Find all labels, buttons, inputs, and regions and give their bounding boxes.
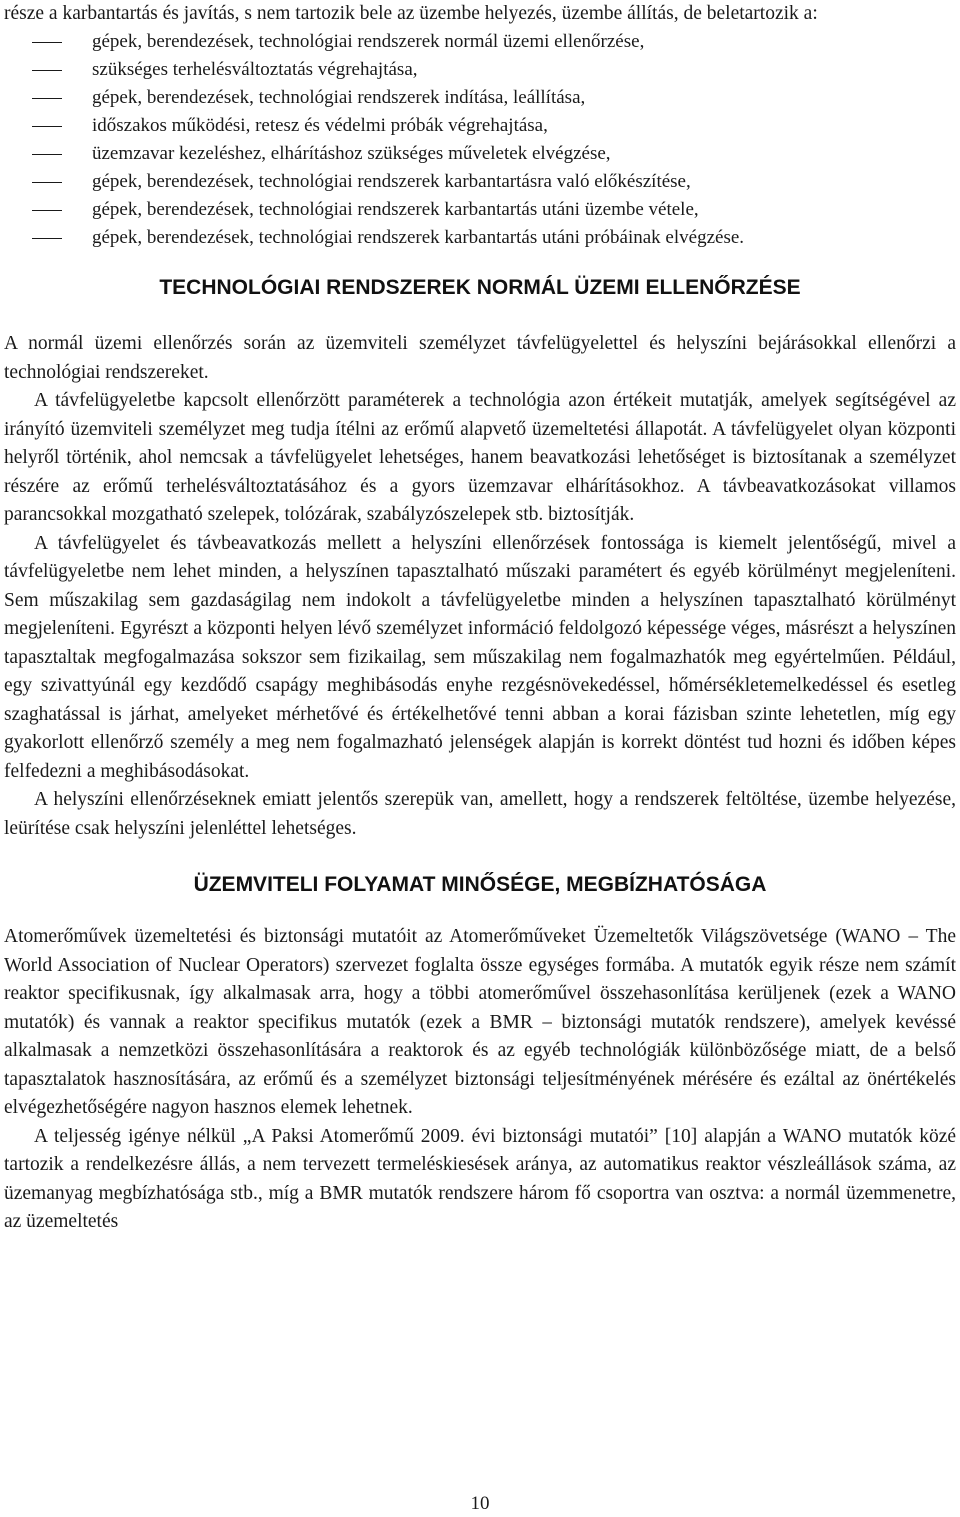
list-item-text: gépek, berendezések, technológiai rendszerek normál üzemi ellenőrzése, xyxy=(92,31,645,52)
list-item-text: gépek, berendezések, technológiai rendszerek indítása, leállítása, xyxy=(92,87,586,108)
list-item-text: gépek, berendezések, technológiai rendszerek karbantartásra való előkészítése, xyxy=(92,171,691,192)
list-item-text: üzemzavar kezeléshez, elhárításhoz szükséges műveletek elvégzése, xyxy=(92,143,611,164)
section1-paragraph-4: A helyszíni ellenőrzéseknek emiatt jelentős szerepük van, amellett, hogy a rendszerek feltöltése, üzembe helyezése, leürítése csak helyszíni jelenléttel lehetséges. xyxy=(4,789,956,839)
list-item xyxy=(4,28,956,56)
section2-paragraph-2: A teljesség igénye nélkül „A Paksi Atomerőmű 2009. évi biztonsági mutatói” [10] alapján a WANO mutatók közé tartozik a rendelkezésre állás, a nem tervezett termeléskiesések aránya, az automatikus reaktor vészleállások száma, az üzemanyag megbízhatósága stb., míg a BMR mutatók rendszere három fő csoportra van osztva: a normál üzemmenetre, az üzemeltetés xyxy=(4,1125,956,1232)
intro-paragraph: része a karbantartás és javítás, s nem tartozik bele az üzembe helyezés, üzembe állítás, de beletartozik a: xyxy=(4,3,818,24)
list-item xyxy=(4,140,956,168)
section-heading-normal-inspection: TECHNOLÓGIAI RENDSZEREK NORMÁL ÜZEMI ELLENŐRZÉSE xyxy=(159,276,801,299)
list-item xyxy=(4,56,956,84)
document-page xyxy=(4,0,956,1237)
list-item xyxy=(4,224,956,252)
list-item xyxy=(4,84,956,112)
section2-paragraph-1: Atomerőművek üzemeltetési és biztonsági mutatóit az Atomerőműveket Üzemeltetők Világszövetsége (WANO ⎯ The World Association of Nuclear Operators) szervezet foglalta össze egységes formába. A mutatók egyik része nem számít reaktor specifikusnak, így alkalmasak arra, hogy a többi atomerőművel összehasonlítása kerüljenek (ezek a WANO mutatók) és vannak a reaktor specifikus mutatók (ezek a BMR ⎯ biztonsági mutatók rendszere), amelyek kevéssé alkalmasak a nemzetközi összehasonlítására a reaktorok és az egyéb technológiák különbözősége miatt, de a belső tapasztalatok hasznosítására, az erőmű és a személyzet biztonsági teljesítményének mérésére és ezáltal az önértékelés elvégezhetőségére nagyon hasznos elemek lehetnek. xyxy=(4,926,956,1118)
section1-paragraph-1: A normál üzemi ellenőrzés során az üzemviteli személyzet távfelügyelettel és helyszíni bejárásokkal ellenőrzi a technológiai rendszereket. xyxy=(4,333,956,383)
list-item-text: gépek, berendezések, technológiai rendszerek karbantartás utáni próbáinak elvégzése. xyxy=(92,227,745,248)
page-number: 10 xyxy=(470,1493,490,1514)
list-item xyxy=(4,112,956,140)
operations-list xyxy=(4,28,956,252)
section-heading-operation-quality: ÜZEMVITELI FOLYAMAT MINŐSÉGE, MEGBÍZHATÓSÁGA xyxy=(193,873,767,896)
list-item xyxy=(4,196,956,224)
list-item-text: időszakos működési, retesz és védelmi próbák végrehajtása, xyxy=(92,115,548,136)
list-item xyxy=(4,168,956,196)
list-item-text: szükséges terhelésváltoztatás végrehajtása, xyxy=(92,59,418,80)
list-item-text: gépek, berendezések, technológiai rendszerek karbantartás utáni üzembe vétele, xyxy=(92,199,699,220)
section1-paragraph-2: A távfelügyeletbe kapcsolt ellenőrzött paraméterek a technológia azon értékeit mutatják, amelyek segítségével az irányító üzemviteli személyzet meg tudja ítélni az erőmű alapvető üzemeltetési állapotát. A távfelügyelet olyan központi helyről történik, ahol nemcsak a távfelügyelet lehetséges, hanem beavatkozási lehetőséget is biztosítanak a személyzet részére az erőmű terhelésváltoztatásához és a gyors üzemzavar elhárításokhoz. A távbeavatkozásokat villamos parancsokkal mozgatható szelepek, tolózárak, szabályzószelepek stb. biztosítják. xyxy=(4,390,956,525)
section1-paragraph-3: A távfelügyelet és távbeavatkozás mellett a helyszíni ellenőrzések fontossága is kiemelt jelentőségű, mivel a távfelügyeletbe nem lehet minden, a helyszínen tapasztalható műszaki paramétert és egyéb körülményt megjeleníteni. Sem műszakilag sem gazdaságilag nem indokolt a távfelügyeletbe minden a helyszínen tapasztalható körülményt megjeleníteni. Egyrészt a központi helyen lévő személyzet információ feldolgozó képessége véges, másrészt a helyszínen tapasztaltak megfogalmazása sokszor sem fizikailag, sem műszakilag nem fogalmazhatók meg egyértelműen. Például, egy szivattyúnál egy kezdődő csapágy meghibásodás enyhe rezgésnövekedéssel, hőmérsékletemelkedéssel és esetleg szaghatással is járhat, amelyeket mérhetővé és értékelhetővé tenni abban a korai fázisban szinte lehetetlen, míg egy gyakorlott ellenőrző személy a meg nem fogalmazható jelenségek alapján is korrekt döntést tud hozni és időben képes felfedezni a meghibásodásokat. xyxy=(4,532,956,782)
